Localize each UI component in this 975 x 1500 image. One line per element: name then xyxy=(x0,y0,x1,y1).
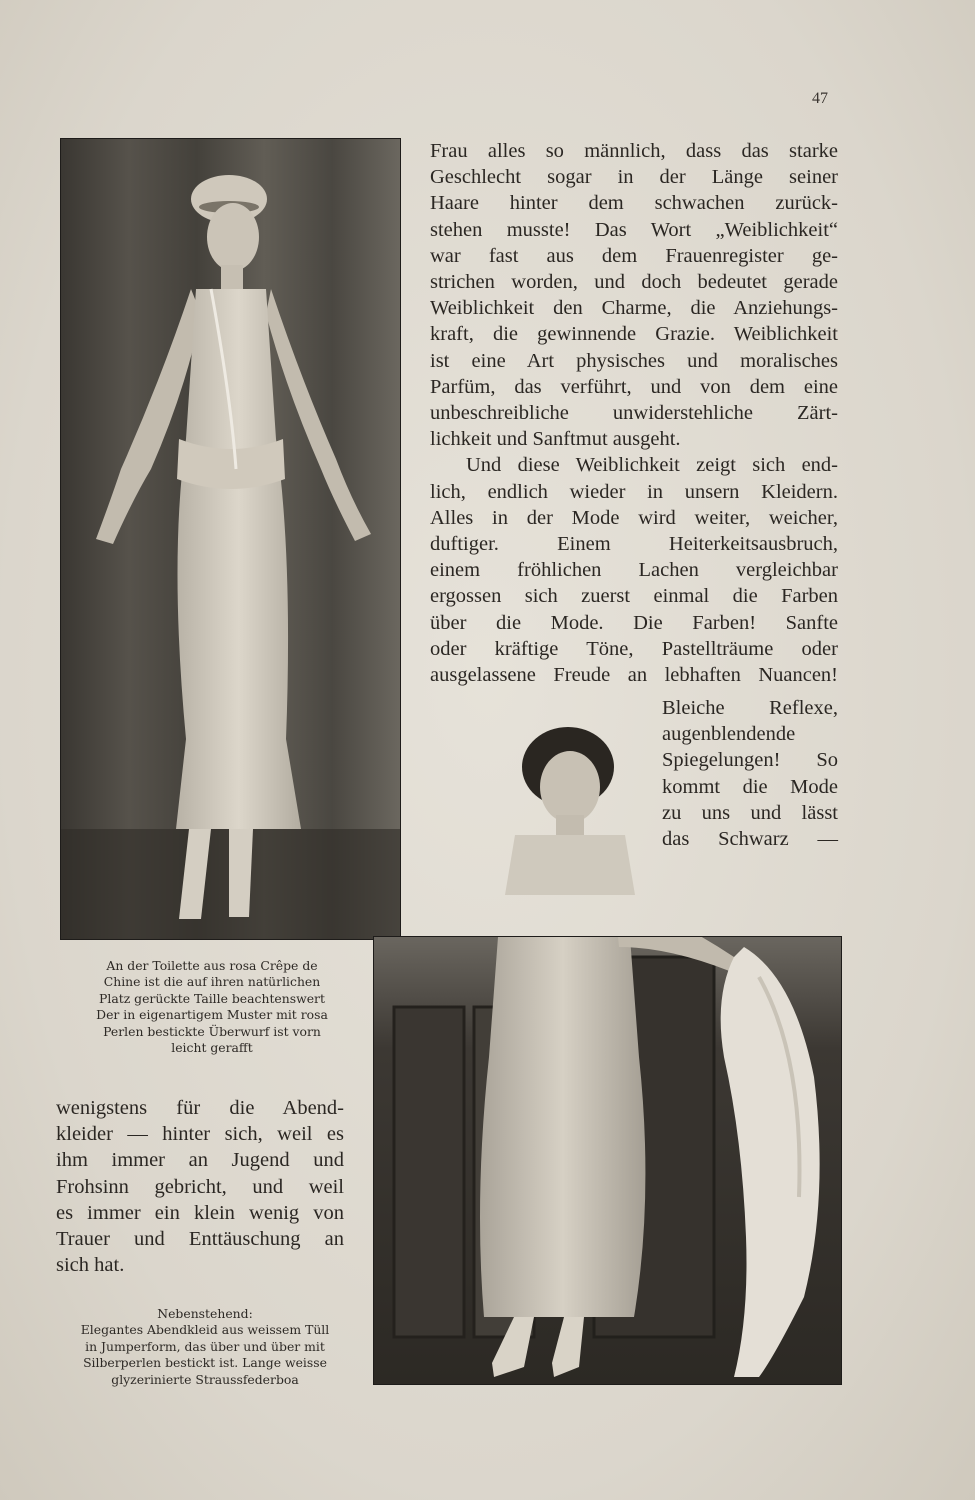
body-line: stehen musste! Das Wort „Weiblichkeit“ xyxy=(430,218,838,241)
body-line: augenblendende xyxy=(662,723,796,746)
caption-line: Der in eigenartigem Muster mit rosa xyxy=(96,1007,328,1023)
body-line: über die Mode. Die Farben! Sanfte xyxy=(430,611,838,634)
article-column-right xyxy=(430,138,838,688)
body-line: Spiegelungen! So xyxy=(662,749,838,772)
body-line: Haare hinter dem schwachen zurück- xyxy=(430,192,838,215)
body-line: Frohsinn gebricht, und weil xyxy=(56,1175,344,1198)
body-line: einem fröhlichen Lachen vergleichbar xyxy=(430,559,838,582)
caption-line: leicht gerafft xyxy=(171,1040,253,1056)
body-line: lichkeit und Sanftmut ausgeht. xyxy=(430,428,681,451)
body-line: ist eine Art physisches und moralisches xyxy=(430,349,838,372)
photo-1-illustration xyxy=(61,139,400,939)
caption-line: Elegantes Abendkleid aus weissem Tüll xyxy=(80,1322,330,1338)
body-line: das Schwarz — xyxy=(662,828,838,851)
body-line: kommt die Mode xyxy=(662,775,838,798)
body-line: wenigstens für die Abend- xyxy=(56,1097,344,1119)
caption-line: Chine ist die auf ihren natürlichen xyxy=(103,974,321,990)
article-column-left xyxy=(56,1095,344,1278)
caption-line: glyzerinierte Straussfederboa xyxy=(111,1371,299,1387)
body-line: unbeschreibliche unwiderstehliche Zärt- xyxy=(430,402,838,425)
caption-line: An der Toilette aus rosa Crêpe de xyxy=(106,958,318,973)
body-line: duftiger. Einem Heiterkeitsausbruch, xyxy=(430,533,838,556)
body-line: strichen worden, und doch bedeutet gerade xyxy=(430,271,838,294)
body-line: war fast aus dem Frauenregister ge- xyxy=(430,244,838,267)
body-line: oder kräftige Töne, Pastellträume oder xyxy=(430,637,838,660)
body-line: Parfüm, das verführt, und von dem eine xyxy=(430,375,838,398)
body-line: Geschlecht sogar in der Länge seiner xyxy=(430,166,838,189)
body-line: ausgelassene Freude an lebhaften Nuancen! xyxy=(430,664,838,687)
body-line: Trauer und Enttäuschung an xyxy=(56,1228,344,1251)
body-line: zu uns und lässt xyxy=(662,801,838,824)
article-column-narrow xyxy=(662,695,838,852)
body-line: ihm immer an Jugend und xyxy=(56,1149,344,1172)
body-line: ergossen sich zuerst einmal die Farben xyxy=(430,585,838,608)
caption-photo-1 xyxy=(62,958,362,1056)
body-line: Frau alles so männlich, dass das starke xyxy=(430,140,838,162)
caption-line: Nebenstehend: xyxy=(157,1306,253,1321)
body-line: Weiblichkeit den Charme, die Anziehungs- xyxy=(430,297,838,320)
caption-line: in Jumperform, das über und über mit xyxy=(85,1338,325,1354)
body-line: kraft, die gewinnende Grazie. Weiblichkeit xyxy=(430,323,838,346)
body-line: Und diese Weiblichkeit zeigt sich end- xyxy=(466,454,838,477)
photo-2-illustration xyxy=(374,937,841,1384)
caption-line: Platz gerückte Taille beachtenswert xyxy=(99,990,325,1006)
body-line: Bleiche Reflexe, xyxy=(662,697,838,719)
woman-2-upper-body xyxy=(490,715,650,895)
photo-woman-in-evening-gown xyxy=(60,138,401,940)
body-line: lich, endlich wieder in unsern Kleidern. xyxy=(430,480,838,503)
page-number: 47 xyxy=(812,90,828,107)
caption-photo-2 xyxy=(50,1306,360,1388)
caption-line: Perlen bestickte Überwurf ist vorn xyxy=(103,1023,321,1039)
body-line: es immer ein klein wenig von xyxy=(56,1201,344,1224)
caption-line: Silberperlen bestickt ist. Lange weisse xyxy=(83,1355,327,1371)
body-line: Alles in der Mode wird weiter, weicher, xyxy=(430,506,838,529)
photo-woman-with-feather-boa xyxy=(373,936,842,1385)
body-line: sich hat. xyxy=(56,1254,125,1277)
body-line: kleider — hinter sich, weil es xyxy=(56,1123,344,1146)
